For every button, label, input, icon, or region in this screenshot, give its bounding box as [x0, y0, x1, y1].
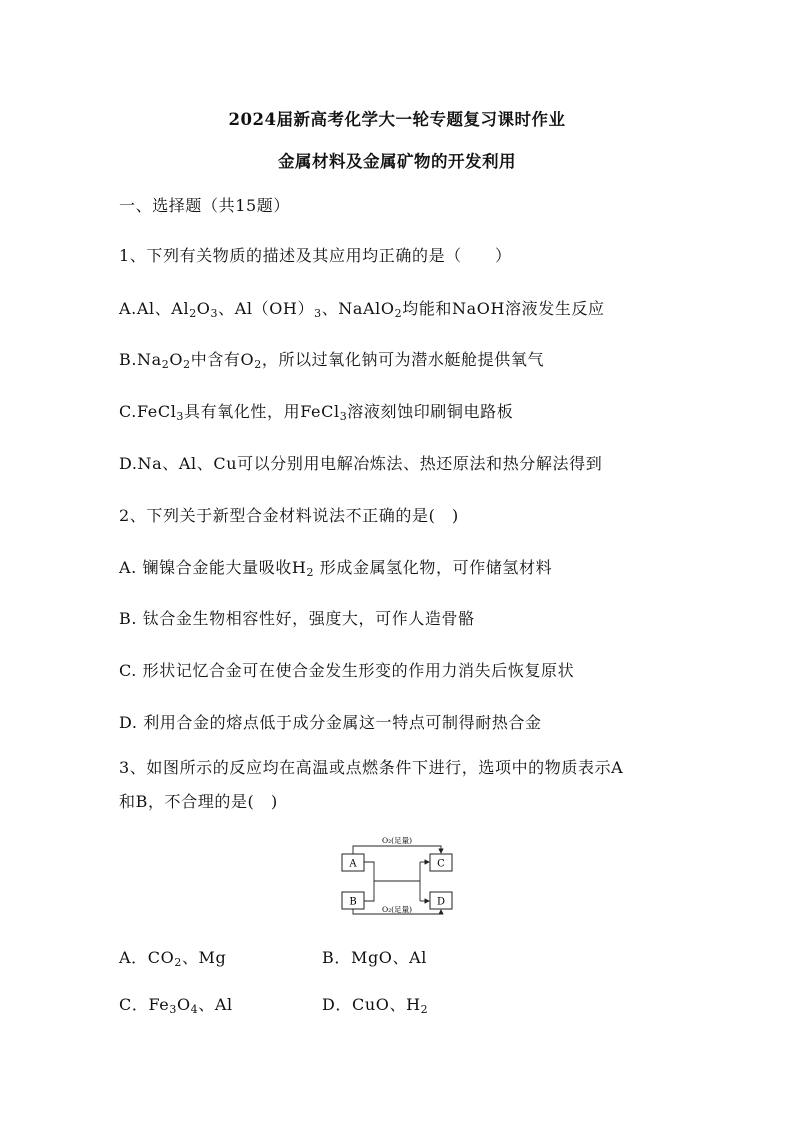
question-2-option-d: D. 利用合金的熔点低于成分金属这一特点可制得耐热合金	[119, 713, 542, 732]
question-3-option-c: C．$Fe_3O_4$、Al	[119, 995, 233, 1016]
question-3-stem-line-2: 和B，不合理的是( )	[119, 792, 278, 811]
document-subtitle: 金属材料及金属矿物的开发利用	[278, 152, 516, 171]
box-a-label: A	[349, 858, 357, 870]
box-b-label: B	[349, 896, 357, 908]
question-3-option-b: B．MgO、Al	[322, 948, 427, 967]
box-c-label: C	[437, 858, 445, 870]
top-o2-label: O₂(足量)	[381, 836, 413, 845]
question-3-option-d: D．CuO、$H_2$	[322, 995, 429, 1016]
question-2-option-c: C. 形状记忆合金可在使合金发生形变的作用力消失后恢复原状	[119, 661, 575, 680]
section-heading: 一、选择题（共15题）	[119, 196, 290, 215]
question-1-option-c: C.FeCl$_3$具有氧化性，用FeCl$_3$溶液刻蚀印刷铜电路板	[119, 402, 514, 423]
reactant-bracket	[364, 862, 374, 901]
question-2-option-a: A. 镧镍合金能大量吸收$H_2$ 形成金属氢化物，可作储氢材料	[119, 558, 553, 579]
question-3-option-a: A．$CO_2$、Mg	[119, 948, 227, 969]
question-2-stem: 2、下列关于新型合金材料说法不正确的是( )	[119, 506, 459, 525]
reaction-diagram	[340, 834, 456, 916]
question-1-option-d: D.Na、Al、Cu可以分别用电解冶炼法、热还原法和热分解法得到	[119, 454, 603, 473]
document-title: 2024届新高考化学大一轮专题复习课时作业	[228, 110, 566, 129]
bottom-o2-label: O₂(足量)	[381, 905, 413, 914]
question-3-stem-line-1: 3、如图所示的反应均在高温或点燃条件下进行，选项中的物质表示A	[119, 758, 624, 777]
question-1-stem: 1、下列有关物质的描述及其应用均正确的是（ ）	[119, 246, 512, 265]
question-1-option-a: A.Al、$Al_2O_3$、$Al(OH)_3$、NaAlO$_2$均能和NaOH溶液发生反应	[119, 299, 605, 320]
arrow-a-to-c-o2	[353, 846, 441, 854]
question-2-option-b: B. 钛合金生物相容性好，强度大，可作人造骨骼	[119, 609, 475, 628]
question-1-option-b: $B.Na_2O_2$中含有$O_2$，所以过氧化钠可为潜水艇舱提供氧气	[119, 350, 545, 371]
box-d-label: D	[436, 896, 446, 908]
